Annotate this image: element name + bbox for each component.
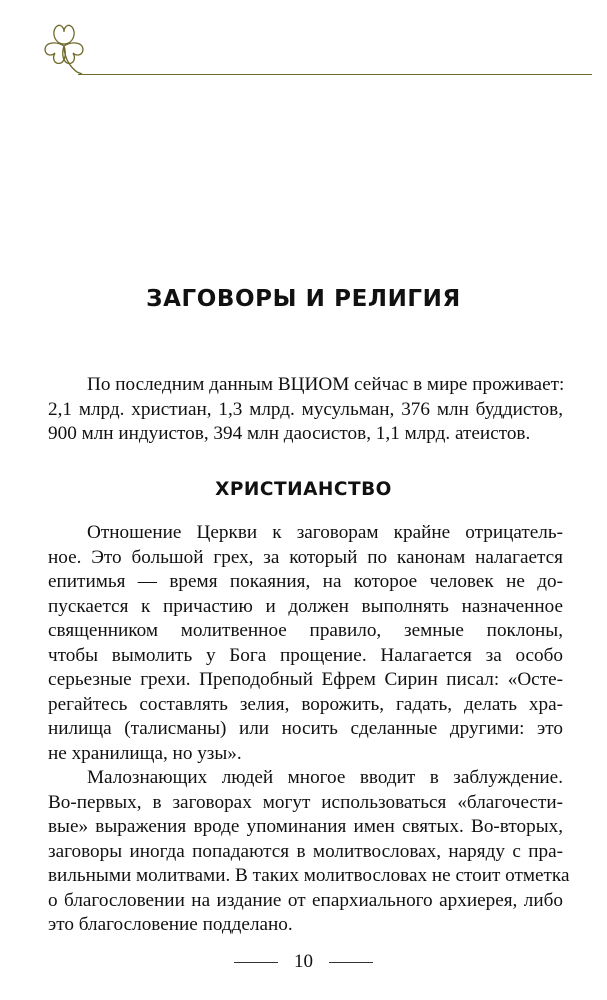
page-header xyxy=(40,14,600,78)
text-line: пускается к причастию и должен выполнять назначенное xyxy=(48,595,563,617)
page-footer xyxy=(0,951,607,973)
text-line: 2,1 млрд. христиан, 1,3 млрд. мусульман, 376 млн буддистов, xyxy=(48,398,563,420)
text-line: Малознающих людей многое вводит в заблуждение. xyxy=(87,767,563,788)
text-line: По последним данным ВЦИОМ сейчас в мире проживает: xyxy=(87,374,565,395)
text-line: серьезные грехи. Преподобный Ефрем Сирин писал: «Осте- xyxy=(48,669,563,690)
clover-icon xyxy=(40,14,88,78)
text-line: о благословении на издание от епархиального архиерея, либо xyxy=(48,889,563,911)
page-number: 10 xyxy=(294,951,313,972)
text-line: епитимья — время покаяния, на которое человек не до- xyxy=(48,571,563,592)
header-rule xyxy=(78,74,592,75)
text-line: чтобы вымолить у Бога прощение. Налагается за особо xyxy=(48,644,563,666)
footer-rule-left xyxy=(234,962,278,963)
body-paragraph-2 xyxy=(48,766,570,938)
text-line: регайтесь составлять зелия, ворожить, гадать, делать хра- xyxy=(48,693,563,715)
text-line: Во-первых, в заговорах могут использоваться «благочести- xyxy=(48,791,563,813)
text-line: Отношение Церкви к заговорам крайне отрицатель- xyxy=(87,522,563,543)
footer-rule-right xyxy=(329,962,373,963)
text-line: нилища (талисманы) или носить сделанные другими: это xyxy=(48,718,563,739)
body-paragraph-1 xyxy=(48,521,563,766)
text-line: ное. Это большой грех, за который по канонам налагается xyxy=(48,546,563,568)
text-line: заговоры иногда попадаются в молитвословах, наряду с пра- xyxy=(48,840,563,862)
text-line: вые» выражения вроде упоминания имен святых. Во-вторых, xyxy=(48,816,563,837)
text-line: священником молитвенное правило, земные поклоны, xyxy=(48,620,563,641)
chapter-title: ЗАГОВОРЫ И РЕЛИГИЯ xyxy=(146,286,461,312)
text-line: 900 млн индуистов, 394 млн даосистов, 1,1 млрд. атеистов. xyxy=(48,423,531,444)
intro-paragraph xyxy=(48,373,563,447)
text-line: не хранилища, но узы». xyxy=(48,742,242,764)
text-line: вильными молитвами. В таких молитвословах не стоит отметка xyxy=(48,865,570,886)
section-heading: ХРИСТИАНСТВО xyxy=(215,479,392,500)
text-line: это благословение подделано. xyxy=(48,914,293,935)
